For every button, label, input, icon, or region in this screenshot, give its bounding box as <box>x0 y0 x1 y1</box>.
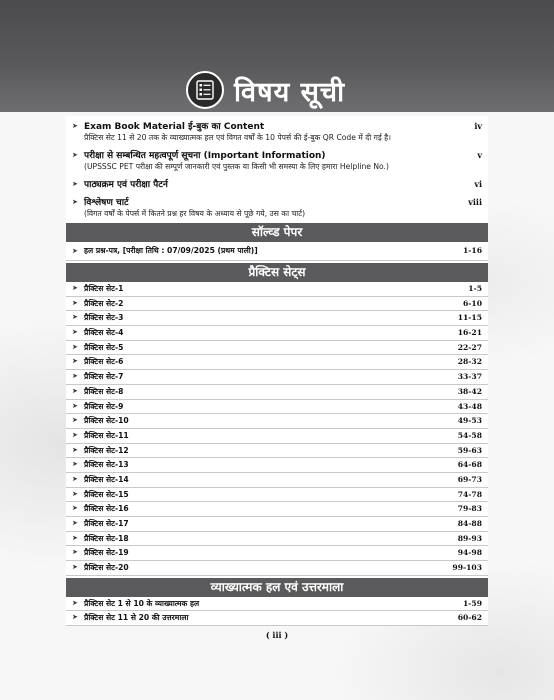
toc-row-label: प्रैक्टिस सेट-1 <box>84 284 124 293</box>
intro-item-title: पाठ्यक्रम एवं परीक्षा पैटर्न <box>84 180 168 190</box>
toc-row[interactable] <box>66 517 488 532</box>
arrow-bullet-icon: ➤ <box>72 430 78 439</box>
toc-row-label: प्रैक्टिस सेट-5 <box>84 342 124 352</box>
page-title: विषय सूची <box>234 76 346 108</box>
toc-row[interactable] <box>66 473 488 488</box>
arrow-bullet-icon: ➤ <box>72 357 78 366</box>
toc-row-label: प्रैक्टिस सेट-11 <box>84 430 129 440</box>
toc-row-label: प्रैक्टिस सेट-8 <box>84 386 124 396</box>
practice-list <box>66 282 488 576</box>
intro-item[interactable] <box>66 192 488 221</box>
toc-row-page: 60-62 <box>457 613 482 623</box>
arrow-bullet-icon: ➤ <box>72 284 78 292</box>
toc-row-label: प्रैक्टिस सेट-10 <box>84 416 129 426</box>
toc-row-page: 1-16 <box>462 246 482 255</box>
arrow-bullet-icon: ➤ <box>72 313 78 322</box>
toc-row[interactable] <box>66 488 488 503</box>
arrow-bullet-icon: ➤ <box>72 197 78 206</box>
arrow-bullet-icon: ➤ <box>72 563 78 572</box>
toc-row-page: 22-27 <box>457 342 482 352</box>
toc-row-page: 69-73 <box>457 474 482 484</box>
arrow-bullet-icon: ➤ <box>72 489 78 498</box>
toc-row-page: 84-88 <box>457 519 482 528</box>
toc-row-page: 33-37 <box>457 372 482 382</box>
toc-row-label: प्रैक्टिस सेट-7 <box>84 372 124 382</box>
intro-item-heading <box>66 119 488 132</box>
arrow-bullet-icon: ➤ <box>72 416 78 425</box>
page-number: ( iii ) <box>265 630 289 640</box>
toc-row[interactable] <box>66 458 488 473</box>
toc-row[interactable] <box>66 611 488 626</box>
toc-content <box>66 116 488 626</box>
toc-row-page: 49-53 <box>457 416 482 426</box>
answers-list <box>66 597 488 626</box>
arrow-bullet-icon: ➤ <box>72 548 78 557</box>
intro-item-heading <box>66 148 488 161</box>
toc-row[interactable] <box>66 502 488 517</box>
intro-item-heading <box>66 195 488 208</box>
toc-row-page: 43-48 <box>457 401 482 411</box>
toc-row-label: प्रैक्टिस सेट-3 <box>84 313 124 323</box>
intro-item-page: vi <box>474 179 482 189</box>
intro-item-page: iv <box>474 121 482 131</box>
toc-row[interactable] <box>66 414 488 429</box>
arrow-bullet-icon: ➤ <box>72 121 78 130</box>
toc-row[interactable] <box>66 444 488 459</box>
toc-row[interactable] <box>66 297 488 312</box>
toc-row-label: प्रैक्टिस सेट-6 <box>84 357 124 367</box>
toc-row[interactable] <box>66 370 488 385</box>
toc-row-page: 89-93 <box>457 533 482 543</box>
intro-item-description: (विगत वर्षों के पेपर्स में कितने प्रश्न हर विषय के अध्याय से पूछे गये, उस का चार्ट) <box>84 209 306 218</box>
intro-item-page: v <box>477 150 482 160</box>
toc-row-page: 94-98 <box>457 548 482 558</box>
toc-row-page: 54-58 <box>457 430 482 440</box>
toc-row[interactable] <box>66 429 488 444</box>
arrow-bullet-icon: ➤ <box>72 613 78 622</box>
toc-row[interactable] <box>66 355 488 370</box>
arrow-bullet-icon: ➤ <box>72 150 78 159</box>
toc-row-page: 6-10 <box>462 298 482 308</box>
toc-row[interactable] <box>66 532 488 547</box>
intro-item-page: viii <box>468 197 482 207</box>
toc-row-label: प्रैक्टिस सेट-16 <box>84 504 129 514</box>
toc-row[interactable] <box>66 546 488 561</box>
arrow-bullet-icon: ➤ <box>72 342 78 351</box>
toc-row-label: प्रैक्टिस सेट-15 <box>84 489 129 499</box>
intro-item-description: (UPSSSC PET परीक्षा की सम्पूर्ण जानकारी एवं पुस्तक या किसी भी समस्या के लिए हमारा Helpline No.) <box>84 162 389 171</box>
toc-row-label: प्रैक्टिस सेट-18 <box>84 533 129 543</box>
arrow-bullet-icon: ➤ <box>72 445 78 454</box>
arrow-bullet-icon: ➤ <box>72 504 78 513</box>
toc-row-label: प्रैक्टिस सेट-4 <box>84 328 124 338</box>
intro-item[interactable] <box>66 145 488 174</box>
toc-row-page: 11-15 <box>457 313 482 323</box>
arrow-bullet-icon: ➤ <box>72 298 78 307</box>
toc-row-page: 74-78 <box>457 489 482 499</box>
intro-item-heading <box>66 177 488 190</box>
toc-row-page: 28-32 <box>457 357 482 367</box>
intro-list <box>66 116 488 221</box>
intro-item-title: विश्लेषण चार्ट <box>84 198 129 208</box>
toc-row-label: प्रैक्टिस सेट-19 <box>84 548 129 558</box>
toc-row[interactable] <box>66 561 488 576</box>
toc-row-label: प्रैक्टिस सेट-20 <box>84 563 129 573</box>
toc-row-label: प्रैक्टिस सेट-2 <box>84 298 124 308</box>
toc-row[interactable] <box>66 597 488 612</box>
arrow-bullet-icon: ➤ <box>72 598 78 607</box>
toc-row-label: हल प्रश्न-पत्र, [परीक्षा तिथि : 07/09/2025 (प्रथम पाली)] <box>84 246 258 255</box>
toc-row[interactable] <box>66 341 488 356</box>
arrow-bullet-icon: ➤ <box>72 247 78 255</box>
toc-row-page: 64-68 <box>457 460 482 470</box>
page-title-block <box>186 70 345 110</box>
toc-row[interactable] <box>66 400 488 415</box>
arrow-bullet-icon: ➤ <box>72 386 78 395</box>
section-heading-answers: व्याख्यात्मक हल एवं उत्तरमाला <box>66 578 488 597</box>
intro-item-title: परीक्षा से सम्बन्धित महत्वपूर्ण सूचना (Important Information) <box>84 151 326 161</box>
toc-row-page: 99-103 <box>452 563 482 573</box>
toc-row-page: 1-59 <box>462 598 482 608</box>
intro-item[interactable] <box>66 116 488 145</box>
checklist-icon <box>186 71 224 109</box>
arrow-bullet-icon: ➤ <box>72 474 78 483</box>
toc-row-label: प्रैक्टिस सेट 11 से 20 की उत्तरमाला <box>84 613 189 623</box>
section-heading-practice: प्रैक्टिस सेट्स <box>66 263 488 282</box>
arrow-bullet-icon: ➤ <box>72 179 78 188</box>
toc-row-label: प्रैक्टिस सेट-14 <box>84 474 129 484</box>
toc-row-label: प्रैक्टिस सेट-9 <box>84 401 124 411</box>
toc-row-label: प्रैक्टिस सेट-12 <box>84 445 129 455</box>
arrow-bullet-icon: ➤ <box>72 372 78 381</box>
toc-row-solved-paper[interactable] <box>66 242 488 261</box>
section-heading-solved: सॉल्व्ड पेपर <box>66 223 488 242</box>
arrow-bullet-icon: ➤ <box>72 533 78 542</box>
toc-row[interactable] <box>66 385 488 400</box>
arrow-bullet-icon: ➤ <box>72 460 78 469</box>
arrow-bullet-icon: ➤ <box>72 328 78 337</box>
toc-row-page: 16-21 <box>457 328 482 338</box>
toc-row[interactable] <box>66 326 488 341</box>
toc-row[interactable] <box>66 282 488 297</box>
toc-row-page: 79-83 <box>457 504 482 514</box>
toc-row-page: 38-42 <box>457 386 482 396</box>
toc-row-label: प्रैक्टिस सेट-13 <box>84 460 129 470</box>
intro-item-description: प्रैक्टिस सेट 11 से 20 तक के व्याख्यात्मक हल एवं विगत वर्षों के 10 पेपर्स की ई-बुक QR Code में दी गई है। <box>84 133 391 142</box>
toc-row-page: 59-63 <box>457 445 482 455</box>
toc-row-label: प्रैक्टिस सेट 1 से 10 के व्याख्यात्मक हल <box>84 598 200 608</box>
toc-row-label: प्रैक्टिस सेट-17 <box>84 519 129 528</box>
intro-item[interactable] <box>66 174 488 192</box>
arrow-bullet-icon: ➤ <box>72 519 78 527</box>
intro-item-title: Exam Book Material ई-बुक का Content <box>84 122 265 132</box>
toc-row-page: 1-5 <box>468 284 482 293</box>
arrow-bullet-icon: ➤ <box>72 401 78 410</box>
toc-row[interactable] <box>66 311 488 326</box>
